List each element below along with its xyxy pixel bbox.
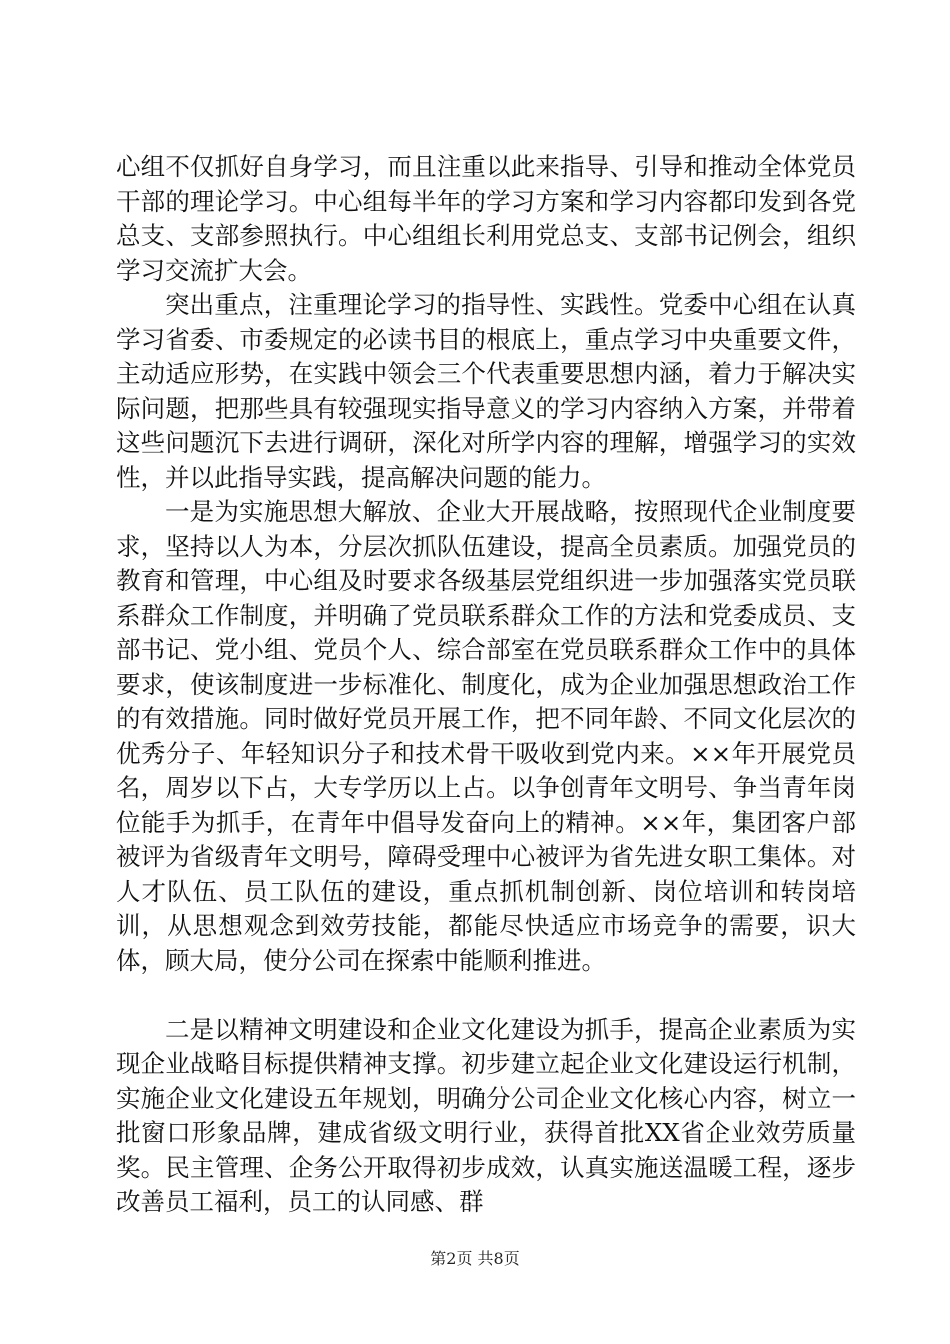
- paragraph-4: 二是以精神文明建设和企业文化建设为抓手，提高企业素质为实现企业战略目标提供精神支撑。初步建立起企业文化建设运行机制，实施企业文化建设五年规划，明确分公司企业文化核心内容，树立一批窗口形象品牌，建成省级文明行业，获得首批XX省企业效劳质量奖。民主管理、企务公开取得初步成效，认真实施送温暖工程，逐步改善员工福利，员工的认同感、群: [116, 1014, 856, 1216]
- page-number-footer: 第2页 共8页: [430, 1249, 520, 1268]
- paragraph-2: 突出重点，注重理论学习的指导性、实践性。党委中心组在认真学习省委、市委规定的必读书目的根底上，重点学习中央重要文件，主动适应形势，在实践中领会三个代表重要思想内涵，着力于解决实际问题，把那些具有较强现实指导意义的学习内容纳入方案，并带着这些问题沉下去进行调研，深化对所学内容的理解，增强学习的实效性，并以此指导实践，提高解决问题的能力。: [116, 290, 856, 492]
- paragraph-3: 一是为实施思想大解放、企业大开展战略，按照现代企业制度要求，坚持以人为本，分层次抓队伍建设，提高全员素质。加强党员的教育和管理，中心组及时要求各级基层党组织进一步加强落实党员联系群众工作制度，并明确了党员联系群众工作的方法和党委成员、支部书记、党小组、党员个人、综合部室在党员联系群众工作中的具体要求，使该制度进一步标准化、制度化，成为企业加强思想政治工作的有效措施。同时做好党员开展工作，把不同年龄、不同文化层次的优秀分子、年轻知识分子和技术骨干吸收到党内来。××年开展党员名，周岁以下占，大专学历以上占。以争创青年文明号、争当青年岗位能手为抓手，在青年中倡导发奋向上的精神。××年，集团客户部被评为省级青年文明号，障碍受理中心被评为省先进女职工集体。对人才队伍、员工队伍的建设，重点抓机制创新、岗位培训和转岗培训，从思想观念到效劳技能，都能尽快适应市场竞争的需要，识大体，顾大局，使分公司在探索中能顺利推进。: [116, 497, 856, 975]
- paragraph-1: 心组不仅抓好自身学习，而且注重以此来指导、引导和推动全体党员干部的理论学习。中心组每半年的学习方案和学习内容都印发到各党总支、支部参照执行。中心组组长利用党总支、支部书记例会，组织学习交流扩大会。: [116, 152, 856, 285]
- document-body: [116, 150, 856, 1220]
